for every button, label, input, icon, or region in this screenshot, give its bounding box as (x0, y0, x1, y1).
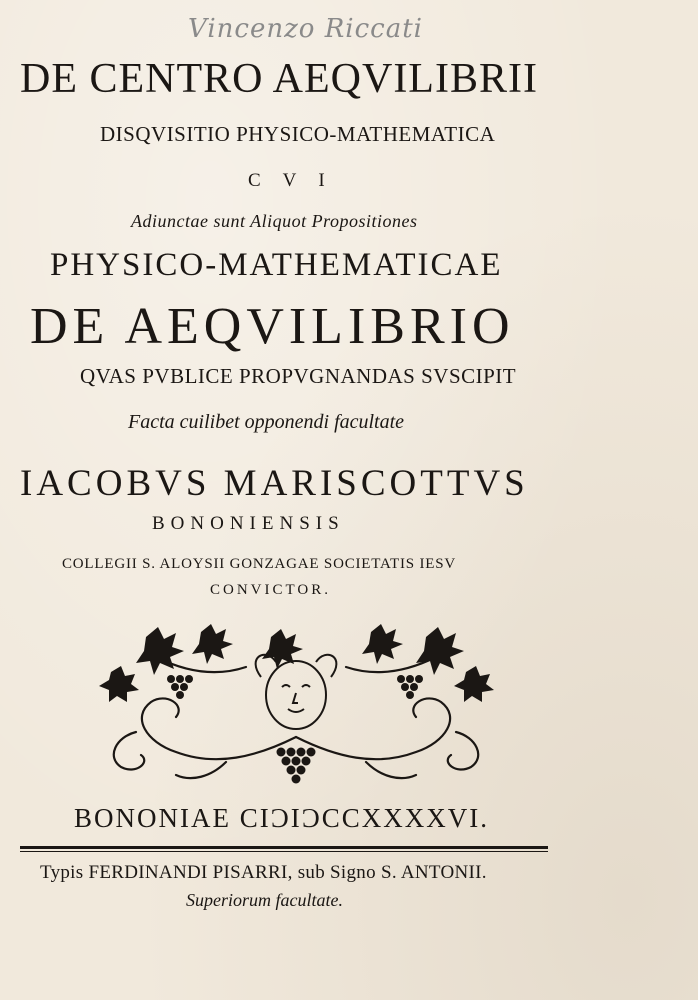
author-role: CONVICTOR. (210, 582, 331, 598)
author-college: COLLEGII S. ALOYSII GONZAGAE SOCIETATIS IESV (62, 556, 456, 572)
main-title: DE CENTRO AEQVILIBRII (20, 56, 538, 102)
double-rule-thick (20, 846, 548, 849)
second-title-line1: PHYSICO-MATHEMATICAE (50, 247, 503, 283)
imprint-permission: Superiorum facultate. (186, 890, 343, 910)
defense-line: QVAS PVBLICE PROPVGNANDAS SVSCIPIT (80, 364, 517, 388)
addition-line: Adiunctae sunt Aliquot Propositiones (131, 211, 418, 231)
grapevine-vignette-icon (96, 617, 496, 787)
handwritten-signature: Vincenzo Riccati (188, 14, 423, 44)
author-name: IACOBVS MARISCOTTVS (20, 463, 529, 504)
facultate-line: Facta cuilibet opponendi facultate (128, 411, 405, 433)
subtitle: DISQVISITIO PHYSICO-MATHEMATICA (100, 122, 496, 146)
imprint-printer: Typis FERDINANDI PISARRI, sub Signo S. ANTONII. (40, 862, 487, 883)
author-origin: BONONIENSIS (152, 513, 345, 534)
conjunction-line: CVI (248, 170, 347, 191)
second-title-line2: DE AEQVILIBRIO (30, 298, 515, 355)
imprint-place-date: BONONIAE CIƆIƆCCXXXXVI. (74, 803, 489, 833)
double-rule-thin (20, 851, 548, 852)
